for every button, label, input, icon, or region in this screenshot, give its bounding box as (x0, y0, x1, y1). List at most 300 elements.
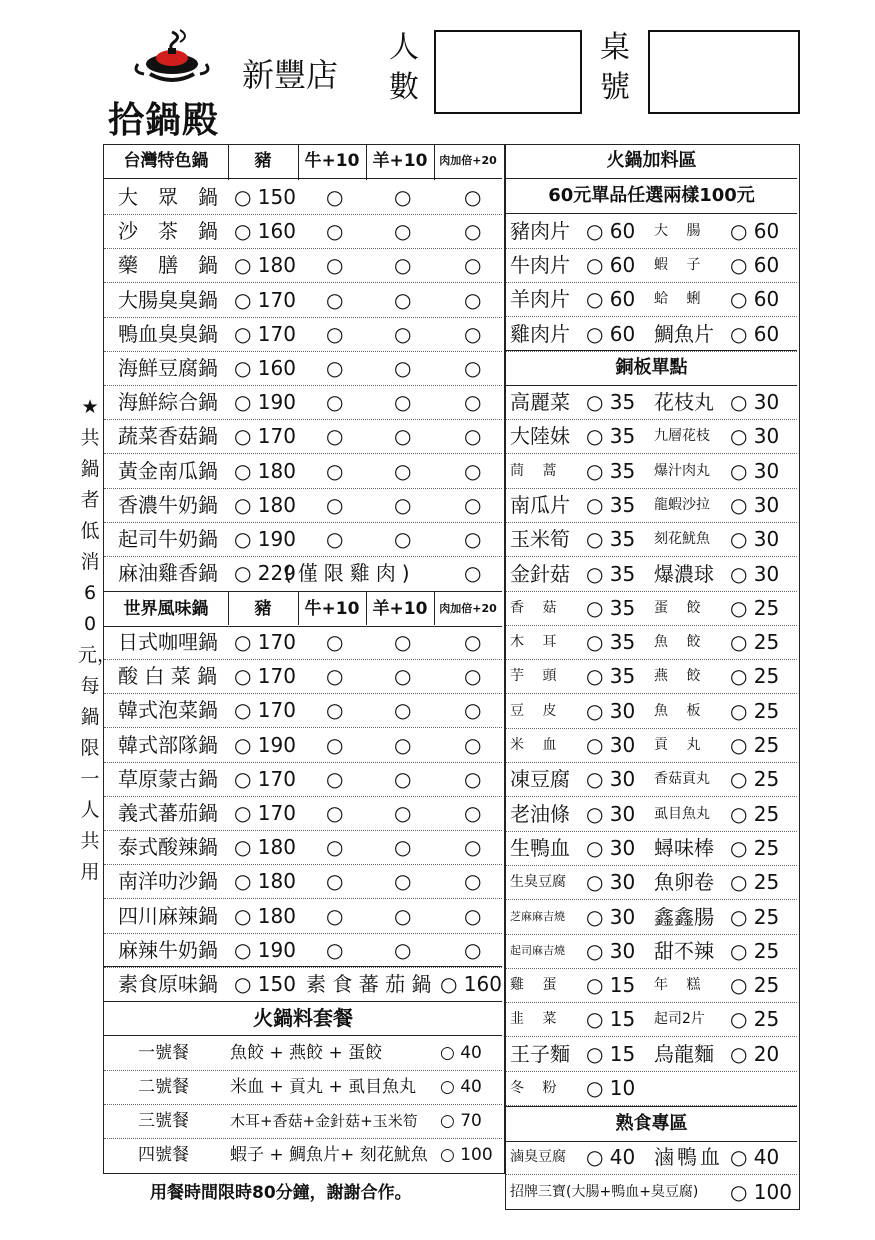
taiwan-header (104, 144, 502, 179)
beef-col: 牛+10 (304, 151, 360, 171)
item-name: 米 血 (510, 737, 557, 753)
pork-option[interactable]: ○ 160 (234, 219, 296, 244)
beef-option[interactable]: ○ (326, 390, 344, 415)
lamb-option[interactable]: ○ (394, 390, 412, 415)
item-name: 香菇貢丸 (654, 771, 710, 788)
set-price[interactable]: ○ 40 (440, 1077, 482, 1097)
item-price[interactable]: ○ 10 (586, 1076, 636, 1100)
item-name: 貢 丸 (654, 737, 701, 753)
item-price[interactable]: ○ 25 (730, 595, 780, 620)
side-note (78, 392, 117, 888)
logo-text: 拾鍋殿 (108, 99, 220, 141)
set-content: 蝦子 + 鯛魚片+ 刻花魷魚 (230, 1145, 428, 1165)
addon-row[interactable] (506, 1037, 797, 1072)
beef-option[interactable]: ○ (326, 698, 344, 723)
pork-option[interactable]: ○ 190 (234, 527, 296, 551)
item-price[interactable]: ○ 25 (730, 904, 780, 929)
item-price[interactable]: ○ 30 (586, 767, 636, 792)
beef-option[interactable]: ○ (326, 664, 344, 689)
set-name: 三號餐 (138, 1111, 189, 1131)
sesame-row[interactable] (104, 556, 502, 590)
hotpot-row[interactable] (104, 728, 502, 763)
item-name: 刻花魷魚 (654, 531, 710, 548)
veg-row[interactable] (104, 966, 502, 1002)
sets-title: 火鍋料套餐 (104, 1001, 502, 1036)
double-option[interactable]: ○ (464, 732, 482, 757)
item-name: 燕 餃 (654, 668, 701, 685)
item-price[interactable]: ○ 60 (586, 321, 636, 346)
item-price[interactable]: ○ 25 (730, 767, 780, 792)
beef-option[interactable]: ○ (326, 835, 344, 860)
hotpot-row[interactable] (104, 214, 502, 249)
beef-option[interactable]: ○ (326, 903, 344, 928)
item-price[interactable]: ○ 35 (586, 492, 636, 517)
addon-row[interactable] (506, 831, 797, 866)
pork-option[interactable]: ○ 190 (234, 390, 296, 415)
cooked-row[interactable] (506, 1140, 797, 1174)
item-name: 爆汁肉丸 (654, 462, 710, 479)
item-name: 王子麵 (510, 1041, 570, 1066)
cooked-c-price[interactable]: ○ 100 (730, 1180, 792, 1204)
item-price[interactable]: ○ 60 (730, 219, 780, 243)
item-name: 雞 蛋 (510, 977, 557, 994)
set-row[interactable] (104, 1138, 502, 1172)
beef-option[interactable]: ○ (326, 424, 344, 449)
addon-row[interactable] (506, 454, 797, 489)
item-name: 生臭豆腐 (510, 874, 566, 891)
item-name: 義式蕃茄鍋 (118, 801, 218, 825)
item-price[interactable]: ○ 25 (730, 870, 780, 895)
double-option[interactable]: ○ (464, 492, 482, 517)
beef-option[interactable]: ○ (326, 801, 344, 825)
lamb-option[interactable]: ○ (394, 937, 412, 962)
plate-title: 銅板單點 (506, 350, 797, 386)
lamb-option[interactable]: ○ (394, 356, 412, 380)
lamb-option[interactable]: ○ (394, 185, 412, 209)
addon-row[interactable] (506, 591, 797, 626)
item-name: 魚 板 (654, 702, 701, 719)
double-option[interactable]: ○ (464, 356, 482, 380)
set-name: 一號餐 (138, 1043, 189, 1063)
item-name: 韭 菜 (510, 1011, 557, 1028)
lamb-option[interactable]: ○ (394, 630, 412, 654)
hotpot-row[interactable] (104, 933, 502, 968)
item-name: 蝦 子 (654, 257, 701, 274)
store-name: 新豐店 (242, 56, 339, 94)
item-note: (僅限雞肉) (284, 561, 416, 585)
addon-row[interactable] (506, 694, 797, 729)
addon-row[interactable] (506, 214, 797, 249)
cooked-b-price[interactable]: ○ 40 (730, 1145, 780, 1169)
item-name: 年 糕 (654, 977, 701, 994)
item-price[interactable]: ○ 30 (586, 904, 636, 929)
item-name: 海鮮豆腐鍋 (118, 356, 218, 380)
hotpot-row[interactable] (104, 454, 502, 489)
item-price[interactable]: ○ 25 (730, 630, 780, 655)
pork-option[interactable]: ○ 170 (234, 424, 296, 449)
item-name: 起司牛奶鍋 (118, 527, 218, 551)
lamb-col: 羊+10 (372, 151, 428, 171)
footer-note: 用餐時間限時80分鐘，謝謝合作。 (150, 1183, 412, 1203)
item-name: 豬肉片 (510, 219, 570, 243)
item-name: 酸 白 菜 鍋 (118, 664, 218, 689)
item-name: 麻油雞香鍋 (118, 561, 218, 585)
item-price[interactable]: ○ 30 (586, 733, 636, 757)
item-price[interactable]: ○ 30 (730, 424, 780, 449)
lamb-option[interactable]: ○ (394, 321, 412, 346)
addon-row[interactable] (506, 557, 797, 592)
hotpot-row[interactable] (104, 693, 502, 728)
double-option[interactable]: ○ (464, 321, 482, 346)
item-name: 冬 粉 (510, 1080, 557, 1096)
pork-option[interactable]: ○ 170 (234, 801, 296, 825)
hotpot-row[interactable] (104, 488, 502, 523)
table-number-box[interactable] (648, 30, 800, 114)
item-name: 草原蒙古鍋 (118, 766, 218, 791)
item-price[interactable]: ○ 35 (586, 458, 636, 483)
addon-row[interactable] (506, 934, 797, 969)
beef-option[interactable]: ○ (326, 630, 344, 654)
item-price[interactable]: ○ 25 (730, 733, 780, 757)
beef-option[interactable]: ○ (326, 356, 344, 380)
set-content: 木耳+香菇+金針菇+玉米筍 (230, 1112, 418, 1130)
item-name: 鯛魚片 (654, 321, 714, 346)
item-name: 烏龍麵 (654, 1041, 714, 1066)
item-price[interactable]: ○ 25 (730, 1007, 780, 1032)
item-name: 蛋 餃 (654, 599, 701, 616)
pork-option[interactable]: ○ 190 (234, 937, 296, 962)
double-option[interactable]: ○ (464, 869, 482, 894)
addon-row[interactable] (506, 282, 797, 317)
item-price[interactable]: ○ 25 (730, 973, 780, 998)
item-price[interactable]: ○ 25 (730, 664, 780, 689)
item-price[interactable]: ○ 30 (730, 527, 780, 552)
item-name: 芝麻麻吉燒 (510, 909, 565, 923)
lamb-option[interactable]: ○ (394, 766, 412, 791)
item-name: 魚卵卷 (654, 870, 714, 895)
set-price[interactable]: ○ 100 (440, 1145, 493, 1165)
double-option[interactable]: ○ (464, 219, 482, 244)
beef-option[interactable]: ○ (326, 937, 344, 962)
world-title: 世界風味鍋 (123, 599, 209, 619)
beef-option[interactable]: ○ (326, 219, 344, 244)
pork-option[interactable]: ○ 170 (234, 630, 296, 654)
addon-row[interactable] (506, 968, 797, 1003)
cooked-a-name: 滷臭豆腐 (510, 1149, 566, 1165)
item-name: 大陸妹 (510, 424, 570, 449)
item-price[interactable]: ○ 30 (730, 390, 780, 414)
hotpot-row[interactable] (104, 248, 502, 283)
item-name: 黃金南瓜鍋 (118, 458, 218, 483)
item-name: 玉米筍 (510, 527, 570, 552)
addon-row[interactable] (506, 317, 797, 352)
item-name: 虱目魚丸 (654, 805, 710, 822)
item-price[interactable]: ○ 35 (586, 595, 636, 620)
pork-option[interactable]: ○ 180 (234, 253, 296, 278)
item-name: 老油條 (510, 801, 570, 826)
set-name: 二號餐 (138, 1077, 189, 1097)
hotpot-row[interactable] (104, 864, 502, 899)
item-name: 起司麻吉燒 (510, 943, 565, 957)
cooked-a-price[interactable]: ○ 40 (586, 1145, 636, 1169)
beef-option[interactable]: ○ (326, 321, 344, 346)
lamb-option[interactable]: ○ (394, 253, 412, 278)
pork-option[interactable]: ○ 170 (234, 698, 296, 723)
cooked-title: 熟食專區 (506, 1106, 797, 1142)
veg-a-name: 素食原味鍋 (118, 972, 218, 996)
item-name: 雞肉片 (510, 321, 570, 346)
hotpot-row[interactable] (104, 351, 502, 386)
item-price[interactable]: ○ 60 (586, 253, 636, 278)
item-price[interactable]: ○ 15 (586, 1041, 636, 1066)
item-name: 日式咖哩鍋 (118, 630, 218, 654)
item-price[interactable]: ○ 30 (730, 492, 780, 517)
hotpot-row[interactable] (104, 830, 502, 865)
double-option[interactable]: ○ (464, 698, 482, 723)
item-name: 鑫鑫腸 (654, 904, 714, 929)
pork-col: 豬 (254, 151, 272, 171)
beef-option[interactable]: ○ (326, 253, 344, 278)
item-price[interactable]: ○ 60 (586, 219, 636, 243)
addon-row[interactable] (506, 488, 797, 523)
item-price[interactable]: ○ 20 (730, 1041, 780, 1066)
item-name: 龍蝦沙拉 (654, 496, 710, 513)
item-price[interactable]: ○ 25 (730, 938, 780, 963)
item-price[interactable]: ○ 25 (730, 801, 780, 826)
double-option[interactable]: ○ (464, 903, 482, 928)
item-price[interactable]: ○ 35 (586, 561, 636, 586)
item-price[interactable]: ○ 25 (730, 835, 780, 860)
beef-option[interactable]: ○ (326, 287, 344, 312)
beef-option[interactable]: ○ (326, 185, 344, 209)
item-price[interactable]: ○ 35 (586, 527, 636, 552)
people-count-box[interactable] (434, 30, 582, 114)
item-name: 茼 蒿 (510, 462, 557, 479)
item-price[interactable]: ○ 25 (730, 698, 780, 723)
item-price[interactable]: ○ 30 (586, 835, 636, 860)
set-content: 魚餃 + 燕餃 + 蛋餃 (230, 1043, 383, 1063)
item-name: 牛肉片 (510, 253, 570, 278)
item-name: 魚 餃 (654, 634, 701, 651)
item-price[interactable]: ○ 35 (586, 630, 636, 655)
item-name: 香濃牛奶鍋 (118, 492, 218, 517)
addon-row[interactable] (506, 1071, 797, 1106)
hotpot-row[interactable] (104, 796, 502, 831)
lamb-option[interactable]: ○ (394, 424, 412, 449)
item-name: 蔬菜香菇鍋 (118, 424, 218, 449)
double-option[interactable]: ○ (464, 287, 482, 312)
double-option[interactable]: ○ (464, 630, 482, 654)
set-price[interactable]: ○ 40 (440, 1043, 482, 1063)
item-price[interactable]: ○ 30 (730, 458, 780, 483)
addon-row[interactable] (506, 1002, 797, 1037)
cooked-combo-row[interactable] (506, 1174, 797, 1209)
hotpot-row[interactable] (104, 419, 502, 454)
item-name: 四川麻辣鍋 (118, 903, 218, 928)
lamb-option[interactable]: ○ (394, 835, 412, 860)
item-price[interactable]: ○ 60 (730, 253, 780, 278)
lamb-option[interactable]: ○ (394, 458, 412, 483)
pork-col: 豬 (254, 599, 272, 619)
item-name: 韓式泡菜鍋 (118, 698, 218, 723)
world-header (104, 591, 502, 627)
item-price[interactable]: ○ 60 (586, 287, 636, 312)
item-name: 凍豆腐 (510, 767, 570, 792)
addon-row[interactable] (506, 625, 797, 660)
set-row[interactable] (104, 1036, 502, 1071)
addon-row[interactable] (506, 419, 797, 454)
hotpot-row[interactable] (104, 385, 502, 420)
veg-b-price[interactable]: ○ 160 (440, 972, 502, 996)
double-option[interactable]: ○ (464, 801, 482, 825)
lamb-option[interactable]: ○ (394, 287, 412, 312)
addon-title: 火鍋加料區 (506, 144, 797, 179)
veg-a-price[interactable]: ○ 150 (234, 972, 296, 996)
pork-option[interactable]: ○ 180 (234, 492, 296, 517)
hotpot-row[interactable] (104, 317, 502, 352)
lamb-option[interactable]: ○ (394, 801, 412, 825)
lamb-col: 羊+10 (372, 599, 428, 619)
beef-option[interactable]: ○ (326, 732, 344, 757)
pork-option[interactable]: ○ 190 (234, 732, 296, 757)
item-price[interactable]: ○ 30 (586, 938, 636, 963)
item-name: 大 腸 (654, 223, 701, 239)
hotpot-row[interactable] (104, 180, 502, 215)
double-option[interactable]: ○ (464, 390, 482, 415)
pork-option[interactable]: ○ 180 (234, 835, 296, 860)
item-name: 麻辣牛奶鍋 (118, 937, 218, 962)
addon-row[interactable] (506, 865, 797, 900)
lamb-option[interactable]: ○ (394, 219, 412, 244)
set-name: 四號餐 (138, 1145, 189, 1165)
item-name: 大腸臭臭鍋 (118, 287, 218, 312)
addon-row[interactable] (506, 248, 797, 283)
item-name: 蟳味棒 (654, 835, 714, 860)
hotpot-row[interactable] (104, 899, 502, 934)
double-option[interactable]: ○ (464, 527, 482, 551)
item-price[interactable]: ○ 30 (730, 561, 780, 586)
item-price[interactable]: ○ 35 (586, 390, 636, 414)
item-name: 沙 茶 鍋 (118, 219, 218, 244)
pork-option[interactable]: ○ 170 (234, 664, 296, 689)
item-name: 甜不辣 (654, 938, 714, 963)
item-name: 花枝丸 (654, 390, 714, 414)
beef-option[interactable]: ○ (326, 527, 344, 551)
item-name: 羊肉片 (510, 287, 570, 312)
pork-option[interactable]: ○ 170 (234, 287, 296, 312)
lamb-option[interactable]: ○ (394, 664, 412, 689)
item-name: 起司2片 (654, 1011, 705, 1028)
cooked-b-name: 滷鴨血 (654, 1145, 723, 1169)
hotpot-row[interactable] (104, 762, 502, 797)
item-name: 藥 膳 鍋 (118, 253, 218, 278)
addon-row[interactable] (506, 728, 797, 763)
taiwan-title: 台灣特色鍋 (123, 151, 209, 171)
pork-option[interactable]: ○ 180 (234, 903, 296, 928)
pork-option[interactable]: ○ 170 (234, 766, 296, 791)
beef-option[interactable]: ○ (326, 492, 344, 517)
item-price[interactable]: ○ 30 (586, 698, 636, 723)
item-name: 爆濃球 (654, 561, 714, 586)
double-option[interactable]: ○ (464, 253, 482, 278)
addon-row[interactable] (506, 659, 797, 694)
item-price[interactable]: ○ 60 (730, 287, 780, 312)
item-price[interactable]: ○ 15 (586, 973, 636, 998)
item-name: 生鴨血 (510, 835, 570, 860)
item-price[interactable]: ○ 35 (586, 424, 636, 449)
addon-row[interactable] (506, 762, 797, 797)
beef-option[interactable]: ○ (326, 869, 344, 894)
hotpot-row[interactable] (104, 522, 502, 557)
item-name: 高麗菜 (510, 390, 570, 414)
addon-row[interactable] (506, 385, 797, 420)
pork-option[interactable]: ○ 170 (234, 321, 296, 346)
pork-option[interactable]: ○ 180 (234, 869, 296, 894)
item-price[interactable]: ○ 35 (586, 664, 636, 689)
set-content: 米血 + 貢丸 + 虱目魚丸 (230, 1077, 417, 1097)
double-option[interactable]: ○ (464, 185, 482, 209)
double-option[interactable]: ○ (464, 458, 482, 483)
item-name: 大 眾 鍋 (118, 185, 218, 209)
double-option[interactable]: ○ (464, 664, 482, 689)
set-row[interactable] (104, 1070, 502, 1105)
item-name: 豆 皮 (510, 702, 557, 719)
addon-subtitle: 60元單品任選兩樣100元 (506, 179, 797, 214)
veg-b-name: 素 食 蕃 茄 鍋 (306, 972, 432, 996)
lamb-option[interactable]: ○ (394, 903, 412, 928)
table-label: 桌 號 (600, 30, 630, 105)
beef-option[interactable]: ○ (326, 458, 344, 483)
double-option[interactable]: ○ (464, 766, 482, 791)
item-price[interactable]: ○ 229 (234, 561, 296, 585)
lamb-option[interactable]: ○ (394, 869, 412, 894)
double-option[interactable]: ○ (464, 835, 482, 860)
lamb-option[interactable]: ○ (394, 698, 412, 723)
pork-option[interactable]: ○ 160 (234, 356, 296, 380)
item-name: 木 耳 (510, 634, 557, 651)
addon-row[interactable] (506, 522, 797, 557)
addon-row[interactable] (506, 797, 797, 832)
item-price[interactable]: ○ 30 (586, 801, 636, 826)
set-price[interactable]: ○ 70 (440, 1111, 482, 1131)
hotpot-row[interactable] (104, 625, 502, 660)
pork-option[interactable]: ○ 180 (234, 458, 296, 483)
item-price[interactable]: ○ 15 (586, 1007, 636, 1032)
lamb-option[interactable]: ○ (394, 527, 412, 551)
lamb-option[interactable]: ○ (394, 492, 412, 517)
addon-row[interactable] (506, 900, 797, 935)
pork-option[interactable]: ○ 150 (234, 185, 296, 209)
item-name: 金針菇 (510, 561, 570, 586)
beef-option[interactable]: ○ (326, 766, 344, 791)
item-name: 海鮮綜合鍋 (118, 390, 218, 415)
item-price[interactable]: ○ 30 (586, 870, 636, 895)
double-option[interactable]: ○ (464, 561, 482, 585)
set-row[interactable] (104, 1104, 502, 1139)
item-name: 蛤 蜊 (654, 291, 701, 308)
double-option[interactable]: ○ (464, 424, 482, 449)
lamb-option[interactable]: ○ (394, 732, 412, 757)
double-option[interactable]: ○ (464, 937, 482, 962)
people-label: 人 數 (389, 30, 419, 105)
hotpot-logo-icon (132, 28, 212, 86)
double-col: 肉加倍+20 (439, 154, 497, 167)
item-price[interactable]: ○ 60 (730, 321, 780, 346)
item-name: 泰式酸辣鍋 (118, 835, 218, 860)
hotpot-row[interactable] (104, 283, 502, 318)
cooked-c-name: 招牌三寶(大腸+鴨血+臭豆腐) (510, 1184, 699, 1200)
hotpot-row[interactable] (104, 659, 502, 694)
